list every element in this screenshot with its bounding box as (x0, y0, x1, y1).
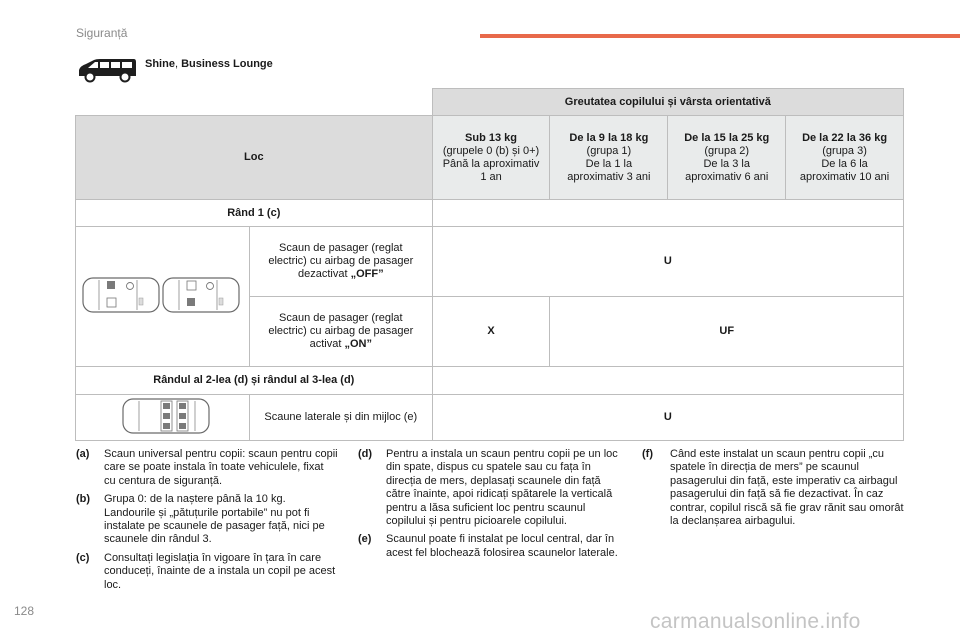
airbag-off-value: U (432, 227, 903, 297)
airbag-off-status: „OFF” (350, 268, 384, 280)
col-group: (grupele 0 (b) și 0+) (442, 144, 540, 157)
note-text: Scaunul poate fi instalat pe locul central, dar în acest fel blochează folosirea scaunelor laterale. (386, 533, 618, 559)
column-header-group2 (668, 116, 786, 200)
airbag-on-line-a: Scaun de pasager (reglat (279, 312, 403, 324)
column-header-group3 (786, 116, 904, 200)
col-weight: De la 22 la 36 kg (802, 131, 888, 144)
rear-seat-diagram (76, 395, 250, 441)
rear-seat-diagram-icon (77, 396, 247, 436)
watermark: carmanualsonline.info (650, 610, 861, 633)
column-header-group0 (432, 116, 550, 200)
note-d (358, 448, 620, 528)
group-header: Greutatea copilului și vârsta orientativă (432, 89, 903, 116)
col-group: (grupa 3) (822, 144, 867, 157)
airbag-on-line-b: electric) cu airbag de pasager (268, 325, 414, 337)
row2-title: Rândul al 2-lea (d) și rândul al 3-lea (d) (76, 367, 433, 395)
trim-business-lounge: Business Lounge (181, 58, 273, 70)
front-seat-diagram (76, 227, 250, 367)
col-age-b: aproximativ 6 ani (685, 170, 769, 183)
note-key: (b) (76, 493, 91, 506)
airbag-on-line-c (254, 338, 428, 351)
trim-separator: , (174, 58, 179, 70)
note-text: Consultați legislația în vigoare în țara în care conduceți, înainte de a instala un copil pe acest loc. (104, 551, 336, 591)
note-text: Grupa 0: de la naștere până la 10 kg. Landourile și „pătuțurile portabile” nu pot fi instalate pe scaunele de pasager față, nici pe scaunele din rândul 3. (104, 493, 325, 546)
front-seat-diagram-icon (77, 275, 247, 315)
airbag-on-value-group0: X (432, 297, 550, 367)
row2-title-spacer (432, 367, 903, 395)
note-key: (f) (642, 448, 653, 460)
col-group: (grupa 1) (586, 144, 632, 157)
note-b (76, 493, 338, 547)
col-group: (grupa 2) (704, 144, 750, 157)
col-age-a: Până la aproximativ (442, 157, 540, 170)
airbag-off-line-a: Scaun de pasager (reglat (279, 242, 403, 254)
rear-seats-label: Scaune laterale și din mijloc (e) (249, 395, 432, 441)
row1-title: Rând 1 (c) (76, 200, 433, 227)
section-title: Siguranță (76, 26, 128, 40)
col-age-b: aproximativ 3 ani (567, 170, 651, 183)
airbag-off-line-b: electric) cu airbag de pasager (268, 255, 414, 267)
col-weight: De la 15 la 25 kg (684, 131, 770, 144)
seat-header: Loc (76, 116, 433, 200)
notes-column-1 (76, 448, 338, 597)
trim-shine: Shine (145, 58, 175, 70)
note-f (642, 448, 906, 528)
rear-seats-value: U (432, 395, 903, 441)
note-a (76, 448, 338, 488)
note-key: (c) (76, 551, 90, 564)
column-header-group1 (550, 116, 668, 200)
note-key: (e) (358, 533, 372, 546)
van-icon (76, 57, 138, 83)
note-text: Când este instalat un scaun pentru copii „cu spatele în direcția de mers” pe scaunul pasagerului din față, este imperativ ca airbagul pasagerului din față să fie dezactivat. În caz contrar, copilul riscă să fie grav rănit sau omorât la declanșarea airbagului. (670, 448, 904, 528)
header-accent-bar (480, 34, 960, 38)
note-c (76, 552, 338, 592)
airbag-off-word: dezactivat (298, 268, 348, 280)
col-age-b: 1 an (480, 170, 502, 183)
trim-levels (145, 58, 273, 70)
airbag-on-word: activat (309, 338, 342, 350)
child-seat-table (75, 88, 904, 441)
notes-column-3 (642, 448, 906, 533)
airbag-off-label (249, 227, 432, 297)
col-age-b: aproximativ 10 ani (799, 170, 890, 183)
empty-corner (76, 89, 433, 116)
note-e (358, 533, 620, 560)
col-age-a: De la 1 la (585, 157, 633, 170)
airbag-off-line-c (254, 268, 428, 281)
airbag-on-value-rest: UF (550, 297, 904, 367)
note-key: (d) (358, 448, 373, 460)
airbag-on-label (249, 297, 432, 367)
note-key: (a) (76, 448, 90, 460)
row1-title-spacer (432, 200, 903, 227)
col-weight: Sub 13 kg (465, 131, 518, 144)
note-text: Scaun universal pentru copii: scaun pentru copii care se poate instala în toate vehiculele, fixat cu centura de siguranță. (104, 448, 338, 487)
col-weight: De la 9 la 18 kg (569, 131, 649, 144)
col-age-a: De la 6 la (821, 157, 868, 170)
notes-column-2 (358, 448, 620, 565)
col-age-a: De la 3 la (703, 157, 750, 170)
note-text: Pentru a instala un scaun pentru copii pe un loc din spate, dispus cu spatele sau cu fața în direcția de mers, deplasați scaunele din față către înainte, apoi ridicați spătarele la verticală pentru a lăsa suficient loc pentru scaunul copilului și pentru picioarele copilului. (386, 448, 618, 528)
page-number: 128 (14, 604, 35, 618)
airbag-on-status: „ON” (344, 338, 372, 350)
